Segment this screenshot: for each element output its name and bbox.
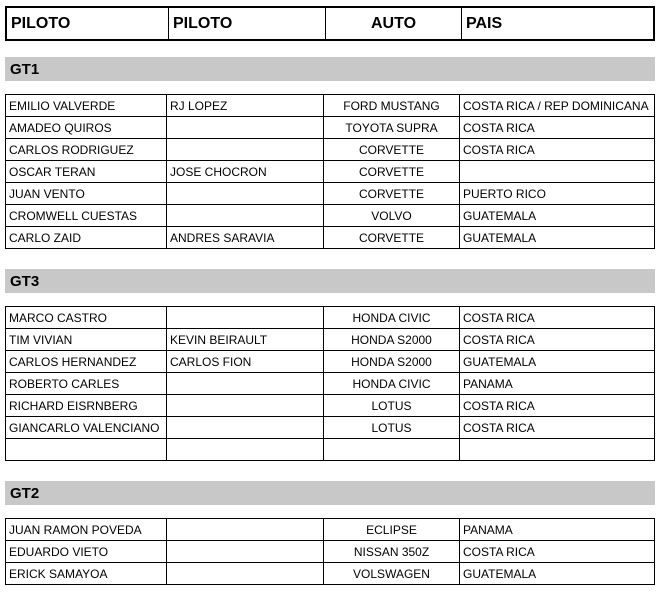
auto-cell: NISSAN 350Z: [324, 541, 460, 563]
piloto-2-cell: JOSE CHOCRON: [167, 161, 324, 183]
auto-cell: HONDA S2000: [324, 351, 460, 373]
piloto-2-cell: [167, 117, 324, 139]
auto-cell: LOTUS: [324, 395, 460, 417]
piloto-2-cell: ANDRES SARAVIA: [167, 227, 324, 249]
auto-cell: VOLSWAGEN: [324, 563, 460, 585]
pais-cell: PUERTO RICO: [460, 183, 655, 205]
piloto-2-cell: [167, 139, 324, 161]
pais-cell: COSTA RICA: [460, 329, 655, 351]
table-row: [6, 307, 655, 329]
header-piloto-1: PILOTO: [11, 14, 71, 32]
table-row: [6, 351, 655, 373]
table-row: [6, 519, 655, 541]
piloto-2-cell: [167, 183, 324, 205]
piloto-2-cell: [167, 373, 324, 395]
table-row: [6, 183, 655, 205]
table-row: [6, 227, 655, 249]
auto-cell: ECLIPSE: [324, 519, 460, 541]
piloto-1-cell: EDUARDO VIETO: [6, 541, 167, 563]
section-title-gt1: GT1: [5, 57, 655, 81]
piloto-1-cell: JUAN RAMON POVEDA: [6, 519, 167, 541]
auto-cell: HONDA CIVIC: [324, 307, 460, 329]
piloto-1-cell: JUAN VENTO: [6, 183, 167, 205]
piloto-1-cell: GIANCARLO VALENCIANO: [6, 417, 167, 439]
auto-cell: CORVETTE: [324, 183, 460, 205]
table-row: [6, 395, 655, 417]
piloto-2-cell: [167, 417, 324, 439]
piloto-2-cell: RJ LOPEZ: [167, 95, 324, 117]
pais-cell: GUATEMALA: [460, 227, 655, 249]
pais-cell: COSTA RICA: [460, 417, 655, 439]
piloto-2-cell: CARLOS FION: [167, 351, 324, 373]
table-row: [6, 417, 655, 439]
section-title-gt3: GT3: [5, 269, 655, 293]
piloto-1-cell: [6, 439, 167, 461]
pais-cell: GUATEMALA: [460, 563, 655, 585]
pais-cell: COSTA RICA: [460, 541, 655, 563]
piloto-2-cell: [167, 541, 324, 563]
piloto-1-cell: CARLO ZAID: [6, 227, 167, 249]
piloto-2-cell: [167, 519, 324, 541]
pais-cell: COSTA RICA / REP DOMINICANA: [460, 95, 655, 117]
table-row: [6, 373, 655, 395]
auto-cell: CORVETTE: [324, 161, 460, 183]
table-row: [6, 329, 655, 351]
table-row: [6, 161, 655, 183]
auto-cell: VOLVO: [324, 205, 460, 227]
piloto-2-cell: [167, 439, 324, 461]
piloto-1-cell: OSCAR TERAN: [6, 161, 167, 183]
auto-cell: CORVETTE: [324, 139, 460, 161]
auto-cell: HONDA S2000: [324, 329, 460, 351]
header-auto: AUTO: [325, 8, 461, 39]
table-row: [6, 563, 655, 585]
piloto-1-cell: ERICK SAMAYOA: [6, 563, 167, 585]
auto-cell: CORVETTE: [324, 227, 460, 249]
pais-cell: PANAMA: [460, 519, 655, 541]
table-gt2: [5, 518, 655, 585]
table-row: [6, 139, 655, 161]
auto-cell: TOYOTA SUPRA: [324, 117, 460, 139]
auto-cell: FORD MUSTANG: [324, 95, 460, 117]
piloto-1-cell: CROMWELL CUESTAS: [6, 205, 167, 227]
piloto-2-cell: [167, 395, 324, 417]
pais-cell: GUATEMALA: [460, 351, 655, 373]
pais-cell: PANAMA: [460, 373, 655, 395]
piloto-1-cell: CARLOS HERNANDEZ: [6, 351, 167, 373]
pais-cell: COSTA RICA: [460, 139, 655, 161]
table-gt3: [5, 306, 655, 461]
pais-cell: [460, 161, 655, 183]
header-pais: PAIS: [461, 8, 653, 39]
auto-cell: LOTUS: [324, 417, 460, 439]
table-row: [6, 205, 655, 227]
piloto-2-cell: [167, 205, 324, 227]
column-header-row: [5, 6, 655, 41]
piloto-1-cell: MARCO CASTRO: [6, 307, 167, 329]
piloto-2-cell: [167, 563, 324, 585]
section-title-gt2: GT2: [5, 481, 655, 505]
pais-cell: [460, 439, 655, 461]
pais-cell: COSTA RICA: [460, 117, 655, 139]
pais-cell: GUATEMALA: [460, 205, 655, 227]
table-gt1: [5, 94, 655, 249]
piloto-1-cell: ROBERTO CARLES: [6, 373, 167, 395]
piloto-1-cell: TIM VIVIAN: [6, 329, 167, 351]
piloto-1-cell: RICHARD EISRNBERG: [6, 395, 167, 417]
pais-cell: COSTA RICA: [460, 395, 655, 417]
table-row: [6, 541, 655, 563]
header-piloto-2: PILOTO: [168, 8, 325, 39]
table-row: [6, 117, 655, 139]
pais-cell: COSTA RICA: [460, 307, 655, 329]
auto-cell: HONDA CIVIC: [324, 373, 460, 395]
piloto-1-cell: CARLOS RODRIGUEZ: [6, 139, 167, 161]
piloto-2-cell: KEVIN BEIRAULT: [167, 329, 324, 351]
piloto-2-cell: [167, 307, 324, 329]
piloto-1-cell: AMADEO QUIROS: [6, 117, 167, 139]
auto-cell: [324, 439, 460, 461]
table-row: [6, 95, 655, 117]
table-row: [6, 439, 655, 461]
piloto-1-cell: EMILIO VALVERDE: [6, 95, 167, 117]
